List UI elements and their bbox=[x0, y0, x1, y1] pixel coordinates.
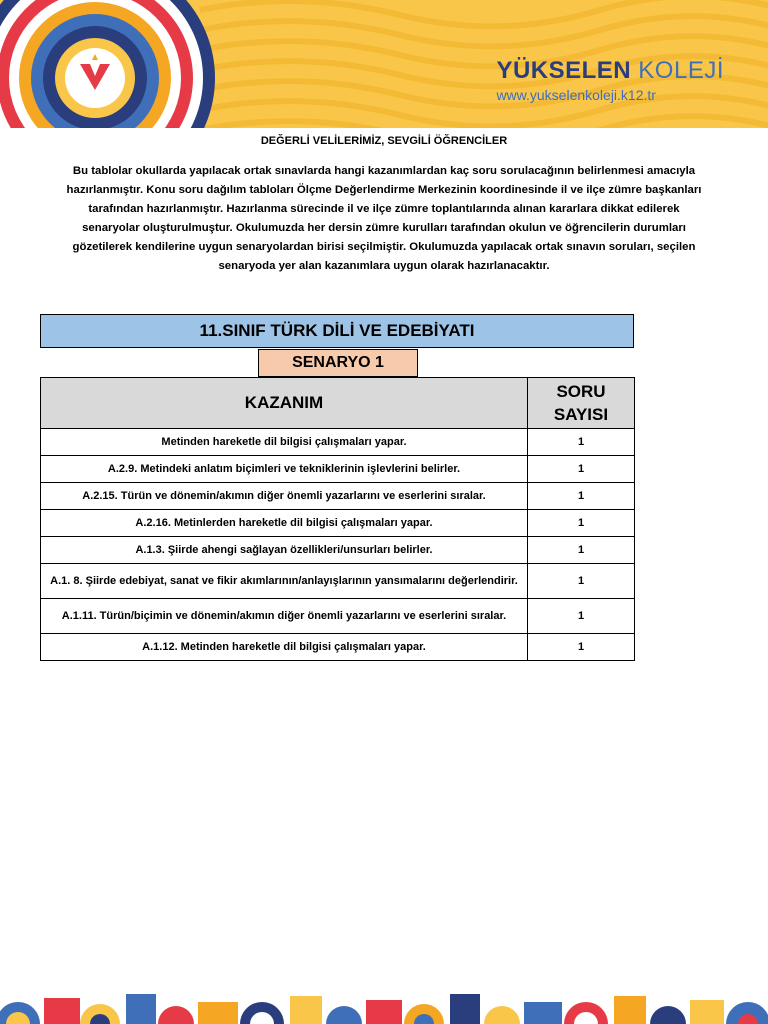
count-cell: 1 bbox=[528, 429, 635, 456]
kazanim-cell: A.1.12. Metinden hareketle dil bilgisi çalışmaları yapar. bbox=[41, 634, 528, 661]
kazanim-cell: A.1.11. Türün/biçimin ve dönemin/akımın diğer önemli yazarlarını ve eserlerini sıralar. bbox=[41, 599, 528, 634]
course-title: 11.SINIF TÜRK DİLİ VE EDEBİYATI bbox=[40, 314, 634, 348]
kazanim-cell: A.1. 8. Şiirde edebiyat, sanat ve fikir akımlarının/anlayışlarının yansımalarını değerlendirir. bbox=[41, 564, 528, 599]
kazanim-cell: A.2.15. Türün ve dönemin/akımın diğer önemli yazarlarını ve eserlerini sıralar. bbox=[41, 483, 528, 510]
table-header-row bbox=[41, 378, 635, 429]
table-row bbox=[41, 634, 635, 661]
table-row bbox=[41, 510, 635, 537]
kazanim-cell: A.2.9. Metindeki anlatım biçimleri ve tekniklerinin işlevlerini belirler. bbox=[41, 456, 528, 483]
table-row bbox=[41, 564, 635, 599]
kazanim-table bbox=[40, 377, 635, 661]
kazanim-cell: Metinden hareketle dil bilgisi çalışmaları yapar. bbox=[41, 429, 528, 456]
count-cell: 1 bbox=[528, 537, 635, 564]
soru-sayisi-column-header: SORU SAYISI bbox=[528, 378, 635, 429]
table-row bbox=[41, 456, 635, 483]
table-row bbox=[41, 537, 635, 564]
kazanim-cell: A.2.16. Metinlerden hareketle dil bilgisi çalışmaları yapar. bbox=[41, 510, 528, 537]
count-cell: 1 bbox=[528, 634, 635, 661]
count-cell: 1 bbox=[528, 510, 635, 537]
count-cell: 1 bbox=[528, 483, 635, 510]
count-cell: 1 bbox=[528, 456, 635, 483]
greeting-heading: DEĞERLİ VELİLERİMİZ, SEVGİLİ ÖĞRENCİLER bbox=[260, 135, 508, 147]
table-row bbox=[41, 429, 635, 456]
count-cell: 1 bbox=[528, 599, 635, 634]
count-cell: 1 bbox=[528, 564, 635, 599]
footer-pattern bbox=[0, 976, 768, 1024]
scenario-label: SENARYO 1 bbox=[258, 349, 418, 377]
page-header bbox=[0, 0, 768, 128]
brand-name: YÜKSELEN KOLEJİ bbox=[496, 57, 724, 84]
kazanim-column-header: KAZANIM bbox=[41, 378, 528, 429]
kazanim-cell: A.1.3. Şiirde ahengi sağlayan özellikleri/unsurları belirler. bbox=[41, 537, 528, 564]
table-row bbox=[41, 599, 635, 634]
school-logo bbox=[0, 0, 230, 128]
brand-url[interactable]: www.yukselenkoleji.k12.tr bbox=[496, 87, 656, 103]
brand-block bbox=[496, 57, 724, 103]
table-row bbox=[41, 483, 635, 510]
intro-paragraph: Bu tablolar okullarda yapılacak ortak sınavlarda hangi kazanımlardan kaç soru sorulacağının belirlenmesi amacıyla hazırlanmıştır. Konu soru dağılım tabloları Ölçme Değerlendirme Merkezinin koordinesinde il ve ilçe zümre başkanları tarafından hazırlanmıştır. Hazırlanma sürecinde il ve ilçe zümre toplantılarında alınan kararlara dikkat edilerek senaryolar oluşturulmuştur. Okulumuzda her dersin zümre kurulları tarafından okulun ve öğrencilerin durumları gözetilerek kendilerine uygun senaryolardan birisi seçilmiştir. Okulumuzda yapılacak ortak sınavın soruları, seçilen senaryoda yer alan kazanımlara uygun olarak hazırlanacaktır. bbox=[66, 165, 702, 272]
